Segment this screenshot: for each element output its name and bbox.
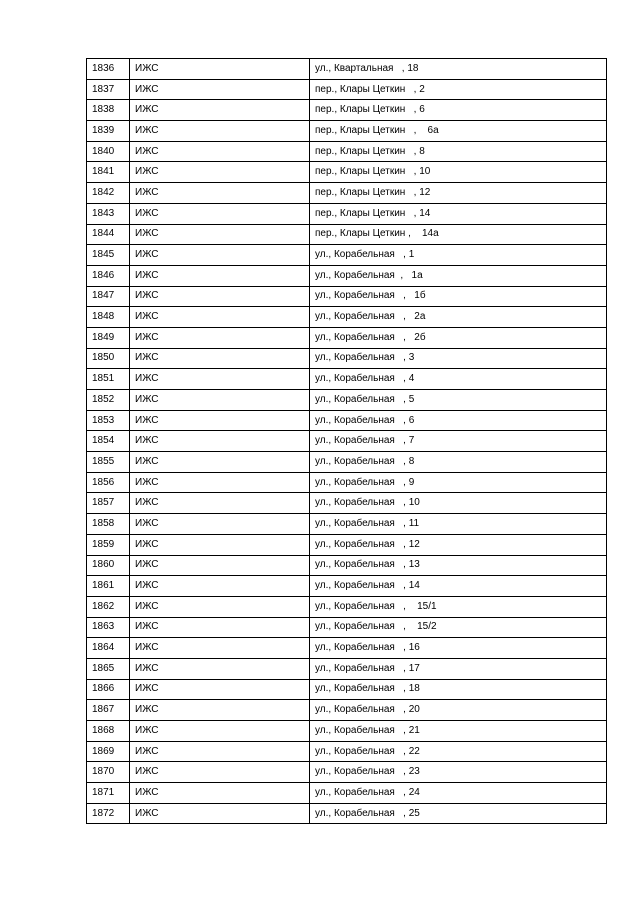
row-number-cell: 1859	[87, 534, 130, 555]
table-row	[87, 576, 607, 597]
row-address-cell: пер., Клары Цеткин , 8	[310, 141, 607, 162]
row-address-cell: ул., Корабельная , 14	[310, 576, 607, 597]
row-address-cell: пер., Клары Цеткин , 6а	[310, 121, 607, 142]
address-table	[86, 58, 607, 824]
table-row	[87, 203, 607, 224]
row-type-cell: ИЖС	[130, 700, 310, 721]
row-address-cell: пер., Клары Цеткин , 12	[310, 183, 607, 204]
row-type-cell: ИЖС	[130, 596, 310, 617]
table-row	[87, 452, 607, 473]
table-row	[87, 700, 607, 721]
row-type-cell: ИЖС	[130, 307, 310, 328]
row-address-cell: ул., Корабельная , 3	[310, 348, 607, 369]
row-type-cell: ИЖС	[130, 286, 310, 307]
row-address-cell: пер., Клары Цеткин , 6	[310, 100, 607, 121]
row-number-cell: 1857	[87, 493, 130, 514]
row-number-cell: 1852	[87, 390, 130, 411]
table-row	[87, 679, 607, 700]
row-address-cell: ул., Корабельная , 17	[310, 658, 607, 679]
row-type-cell: ИЖС	[130, 472, 310, 493]
row-address-cell: ул., Корабельная , 10	[310, 493, 607, 514]
row-type-cell: ИЖС	[130, 224, 310, 245]
row-number-cell: 1845	[87, 245, 130, 266]
row-number-cell: 1865	[87, 658, 130, 679]
row-number-cell: 1847	[87, 286, 130, 307]
row-address-cell: ул., Корабельная , 12	[310, 534, 607, 555]
row-number-cell: 1840	[87, 141, 130, 162]
table-row	[87, 224, 607, 245]
row-type-cell: ИЖС	[130, 452, 310, 473]
row-number-cell: 1867	[87, 700, 130, 721]
row-address-cell: ул., Корабельная , 23	[310, 762, 607, 783]
row-number-cell: 1862	[87, 596, 130, 617]
table-row	[87, 265, 607, 286]
row-type-cell: ИЖС	[130, 783, 310, 804]
row-type-cell: ИЖС	[130, 348, 310, 369]
row-number-cell: 1837	[87, 79, 130, 100]
row-address-cell: ул., Корабельная , 24	[310, 783, 607, 804]
row-address-cell: ул., Корабельная , 22	[310, 741, 607, 762]
row-type-cell: ИЖС	[130, 431, 310, 452]
row-type-cell: ИЖС	[130, 576, 310, 597]
table-row	[87, 431, 607, 452]
row-number-cell: 1866	[87, 679, 130, 700]
row-number-cell: 1844	[87, 224, 130, 245]
row-address-cell: ул., Корабельная , 15/1	[310, 596, 607, 617]
row-number-cell: 1842	[87, 183, 130, 204]
row-type-cell: ИЖС	[130, 638, 310, 659]
row-type-cell: ИЖС	[130, 59, 310, 80]
row-address-cell: ул., Корабельная , 8	[310, 452, 607, 473]
table-row	[87, 783, 607, 804]
table-row	[87, 741, 607, 762]
row-type-cell: ИЖС	[130, 617, 310, 638]
table-row	[87, 658, 607, 679]
row-address-cell: ул., Корабельная , 20	[310, 700, 607, 721]
row-address-cell: ул., Корабельная , 4	[310, 369, 607, 390]
row-type-cell: ИЖС	[130, 803, 310, 824]
table-row	[87, 803, 607, 824]
row-type-cell: ИЖС	[130, 741, 310, 762]
row-number-cell: 1869	[87, 741, 130, 762]
row-type-cell: ИЖС	[130, 514, 310, 535]
row-address-cell: ул., Корабельная , 11	[310, 514, 607, 535]
table-row	[87, 59, 607, 80]
row-number-cell: 1850	[87, 348, 130, 369]
row-number-cell: 1856	[87, 472, 130, 493]
row-type-cell: ИЖС	[130, 369, 310, 390]
row-type-cell: ИЖС	[130, 100, 310, 121]
row-address-cell: пер., Клары Цеткин , 14	[310, 203, 607, 224]
row-number-cell: 1868	[87, 721, 130, 742]
row-type-cell: ИЖС	[130, 245, 310, 266]
table-row	[87, 514, 607, 535]
row-number-cell: 1872	[87, 803, 130, 824]
row-address-cell: ул., Корабельная , 16	[310, 638, 607, 659]
row-type-cell: ИЖС	[130, 265, 310, 286]
row-type-cell: ИЖС	[130, 493, 310, 514]
row-address-cell: ул., Корабельная , 2а	[310, 307, 607, 328]
table-row	[87, 348, 607, 369]
row-address-cell: ул., Корабельная , 1	[310, 245, 607, 266]
table-row	[87, 721, 607, 742]
row-number-cell: 1846	[87, 265, 130, 286]
table-row	[87, 534, 607, 555]
table-row	[87, 79, 607, 100]
row-number-cell: 1841	[87, 162, 130, 183]
row-address-cell: ул., Корабельная , 1б	[310, 286, 607, 307]
address-table-body	[87, 59, 607, 824]
row-address-cell: пер., Клары Цеткин , 2	[310, 79, 607, 100]
row-address-cell: пер., Клары Цеткин , 10	[310, 162, 607, 183]
table-row	[87, 617, 607, 638]
row-type-cell: ИЖС	[130, 721, 310, 742]
table-row	[87, 141, 607, 162]
row-number-cell: 1839	[87, 121, 130, 142]
row-type-cell: ИЖС	[130, 162, 310, 183]
row-number-cell: 1853	[87, 410, 130, 431]
table-row	[87, 121, 607, 142]
row-type-cell: ИЖС	[130, 679, 310, 700]
row-address-cell: ул., Корабельная , 21	[310, 721, 607, 742]
table-row	[87, 100, 607, 121]
row-number-cell: 1863	[87, 617, 130, 638]
table-row	[87, 245, 607, 266]
row-number-cell: 1848	[87, 307, 130, 328]
row-address-cell: ул., Корабельная , 7	[310, 431, 607, 452]
table-row	[87, 596, 607, 617]
row-type-cell: ИЖС	[130, 203, 310, 224]
table-row	[87, 472, 607, 493]
row-address-cell: ул., Корабельная , 2б	[310, 327, 607, 348]
row-number-cell: 1849	[87, 327, 130, 348]
row-number-cell: 1858	[87, 514, 130, 535]
row-number-cell: 1871	[87, 783, 130, 804]
row-number-cell: 1843	[87, 203, 130, 224]
row-address-cell: ул., Корабельная , 5	[310, 390, 607, 411]
table-row	[87, 638, 607, 659]
row-type-cell: ИЖС	[130, 121, 310, 142]
row-type-cell: ИЖС	[130, 658, 310, 679]
row-type-cell: ИЖС	[130, 390, 310, 411]
row-number-cell: 1836	[87, 59, 130, 80]
row-address-cell: ул., Корабельная , 9	[310, 472, 607, 493]
row-address-cell: ул., Корабельная , 1а	[310, 265, 607, 286]
row-address-cell: ул., Корабельная , 6	[310, 410, 607, 431]
table-row	[87, 762, 607, 783]
table-row	[87, 410, 607, 431]
row-number-cell: 1861	[87, 576, 130, 597]
row-address-cell: ул., Корабельная , 13	[310, 555, 607, 576]
table-row	[87, 307, 607, 328]
row-number-cell: 1860	[87, 555, 130, 576]
row-type-cell: ИЖС	[130, 183, 310, 204]
row-address-cell: пер., Клары Цеткин , 14а	[310, 224, 607, 245]
table-row	[87, 162, 607, 183]
row-address-cell: ул., Корабельная , 25	[310, 803, 607, 824]
row-type-cell: ИЖС	[130, 555, 310, 576]
table-row	[87, 390, 607, 411]
table-row	[87, 183, 607, 204]
row-number-cell: 1864	[87, 638, 130, 659]
row-number-cell: 1870	[87, 762, 130, 783]
table-row	[87, 286, 607, 307]
table-row	[87, 555, 607, 576]
row-number-cell: 1855	[87, 452, 130, 473]
row-type-cell: ИЖС	[130, 762, 310, 783]
row-address-cell: ул., Корабельная , 18	[310, 679, 607, 700]
table-row	[87, 369, 607, 390]
row-type-cell: ИЖС	[130, 534, 310, 555]
table-row	[87, 327, 607, 348]
row-address-cell: ул., Квартальная , 18	[310, 59, 607, 80]
row-address-cell: ул., Корабельная , 15/2	[310, 617, 607, 638]
table-row	[87, 493, 607, 514]
row-type-cell: ИЖС	[130, 79, 310, 100]
row-type-cell: ИЖС	[130, 141, 310, 162]
row-type-cell: ИЖС	[130, 410, 310, 431]
row-number-cell: 1851	[87, 369, 130, 390]
row-type-cell: ИЖС	[130, 327, 310, 348]
row-number-cell: 1838	[87, 100, 130, 121]
row-number-cell: 1854	[87, 431, 130, 452]
